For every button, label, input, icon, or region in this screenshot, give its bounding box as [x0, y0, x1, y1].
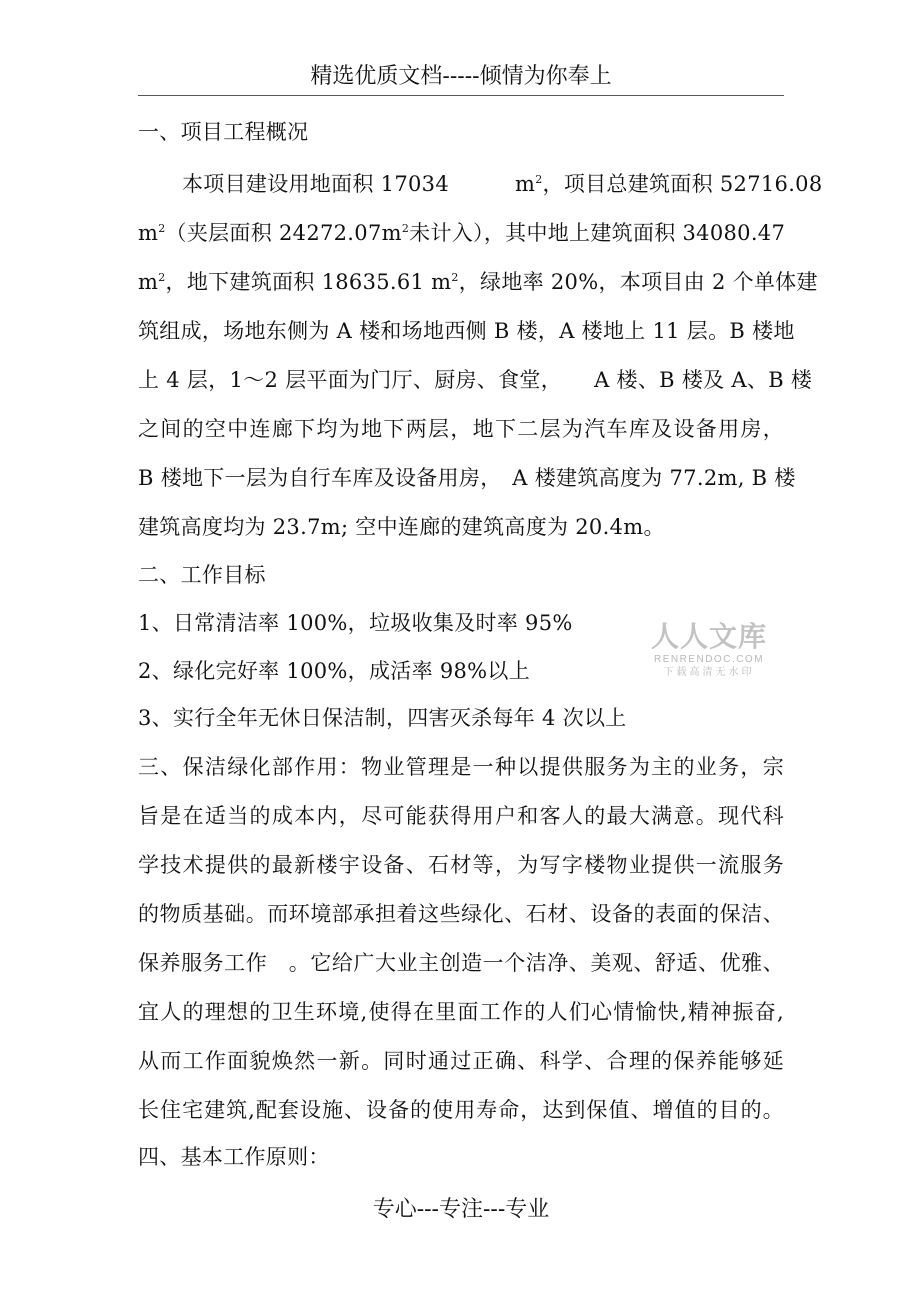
- text-run: ，项目总建筑面积 52716.08: [542, 172, 823, 196]
- paragraph-line: 之间的空中连廊下均为地下两层，地下二层为汽车库及设备用房，: [138, 417, 784, 441]
- paragraph-line: 保养服务工作 。它给广大业主创造一个洁净、美观、舒适、优雅、: [138, 951, 784, 975]
- paragraph-line: [138, 219, 784, 247]
- paragraph-line: B 楼地下一层为自行车库及设备用房， A 楼建筑高度为 77.2m, B 楼: [138, 466, 796, 490]
- watermark-logo: [646, 620, 772, 680]
- watermark-brand: 人人文库: [650, 621, 767, 652]
- text-run: （夹层面积 24272.07m: [165, 221, 402, 245]
- paragraph-line: 学技术提供的最新楼宇设备、石材等，为写字楼物业提供一流服务: [138, 853, 784, 877]
- watermark-domain: RENRENDOC.COM: [653, 654, 765, 665]
- superscript: 2: [158, 271, 166, 284]
- superscript: 2: [535, 173, 543, 186]
- superscript: 2: [401, 222, 410, 235]
- paragraph-line: 建筑高度均为 23.7m; 空中连廊的建筑高度为 20.4m。: [138, 515, 665, 539]
- paragraph-line: [138, 170, 823, 198]
- page-footer: 专心---专注---专业: [372, 1197, 550, 1222]
- section-heading-4: 四、基本工作原则：: [138, 1145, 330, 1169]
- paragraph-line: 上 4 层，1～2 层平面为门厅、厨房、食堂， A 楼、B 楼及 A、B 楼: [138, 368, 813, 392]
- list-item: 2、绿化完好率 100%，成活率 98%以上: [138, 659, 531, 683]
- superscript: 2: [158, 222, 166, 235]
- paragraph-line: 的物质基础。而环境部承担着这些绿化、石材、设备的表面的保洁、: [138, 902, 784, 926]
- list-item: 3、实行全年无休日保洁制，四害灭杀每年 4 次以上: [138, 706, 627, 730]
- text-run: ，绿地率 20%，本项目由 2 个单体建: [458, 270, 818, 294]
- paragraph-line: 从而工作面貌焕然一新。同时通过正确、科学、合理的保养能够延: [138, 1049, 784, 1073]
- paragraph-line: 长住宅建筑,配套设施、设备的使用寿命，达到保值、增值的目的。: [138, 1098, 784, 1122]
- section-heading-1: 一、项目工程概况: [138, 120, 309, 144]
- text-run: 未计入），其中地上建筑面积 34080.47: [409, 221, 786, 245]
- paragraph-line: 筑组成，场地东侧为 A 楼和场地西侧 B 楼，A 楼地上 11 层。B 楼地: [138, 319, 795, 343]
- header-divider: [138, 95, 784, 96]
- paragraph-line: 宜人的理想的卫生环境,使得在里面工作的人们心情愉快,精神振奋,: [138, 1000, 784, 1024]
- unit-m: m: [514, 172, 536, 196]
- section-heading-2: 二、工作目标: [138, 563, 266, 587]
- watermark-tagline: 下载高清无水印: [663, 667, 755, 678]
- text-run: ，地下建筑面积 18635.61 m: [165, 270, 452, 294]
- page-header: 精选优质文档-----倾情为你奉上: [310, 64, 612, 89]
- list-item: 1、日常清洁率 100%，垃圾收集及时率 95%: [138, 611, 573, 635]
- section-heading-3: 三、保洁绿化部作用：物业管理是一种以提供服务为主的业务，宗: [138, 755, 784, 779]
- paragraph-line: [138, 268, 818, 296]
- unit-m: m: [138, 270, 159, 294]
- text-run: 本项目建设用地面积 17034: [182, 172, 449, 196]
- unit-m: m: [138, 221, 159, 245]
- paragraph-line: 旨是在适当的成本内，尽可能获得用户和客人的最大满意。现代科: [138, 804, 784, 828]
- superscript: 2: [451, 271, 459, 284]
